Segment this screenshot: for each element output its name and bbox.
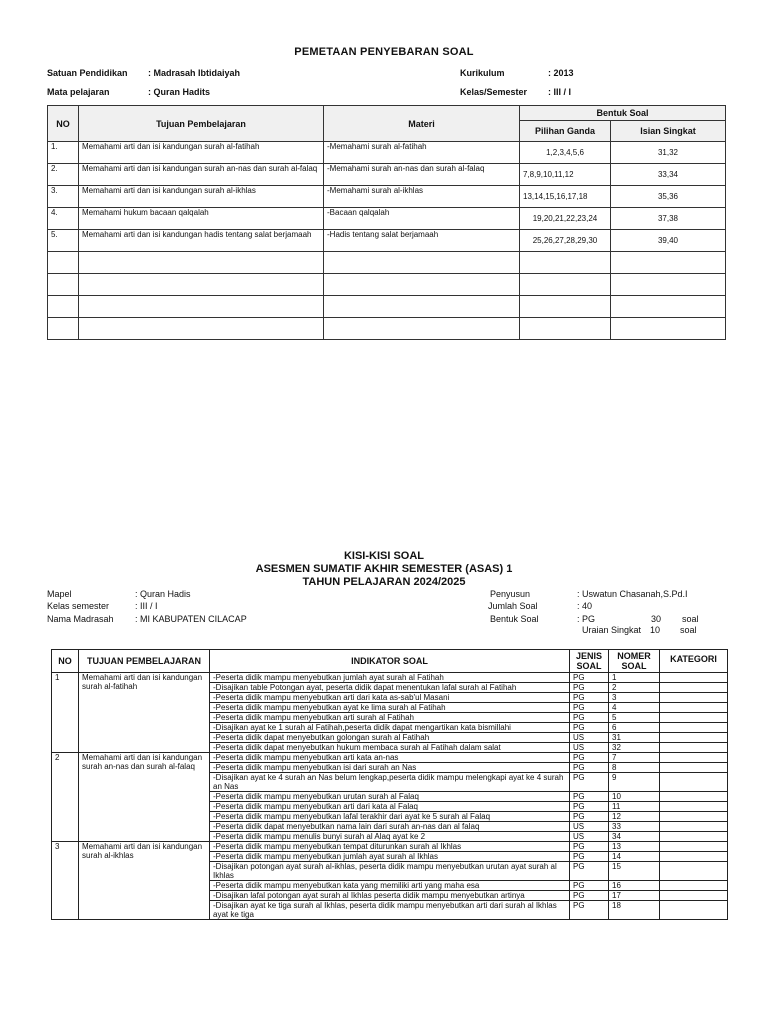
mapel-value: : Quran Hadits xyxy=(148,87,211,97)
nomer: 5 xyxy=(609,713,660,723)
row-no: 2. xyxy=(48,164,79,186)
jenis: PG xyxy=(570,693,609,703)
kategori xyxy=(660,713,728,723)
kategori xyxy=(660,862,728,881)
empty-row xyxy=(48,296,726,318)
col-kategori: KATEGORI xyxy=(660,650,728,673)
group-tujuan: Memahami arti dan isi kandungan surah al-fatihah xyxy=(79,673,210,753)
kategori xyxy=(660,881,728,891)
penyusun-label: Penyusun xyxy=(490,589,531,599)
row-materi: -Memahami surah al-ikhlas xyxy=(324,186,520,208)
kisi-year: TAHUN PELAJARAN 2024/2025 xyxy=(302,576,466,588)
table-row xyxy=(52,842,728,852)
indikator: -Peserta didik mampu menyebutkan tempat diturunkan surah al Ikhlas xyxy=(210,842,570,852)
nomer: 7 xyxy=(609,753,660,763)
indikator: -Peserta didik mampu menyebutkan ayat ke lima surah al Fatihah xyxy=(210,703,570,713)
kelas-label: Kelas/Semester xyxy=(460,87,528,97)
row-materi: -Memahami surah an-nas dan surah al-falaq xyxy=(324,164,520,186)
group-tujuan: Memahami arti dan isi kandungan surah an-nas dan surah al-falaq xyxy=(79,753,210,842)
jenis: US xyxy=(570,822,609,832)
group-tujuan: Memahami arti dan isi kandungan surah al-ikhlas xyxy=(79,842,210,920)
jumlah-soal-label: Jumlah Soal xyxy=(488,601,538,611)
indikator: -Peserta didik mampu menyebutkan arti kata an-nas xyxy=(210,753,570,763)
indikator: -Disajikan ayat ke 4 surah an Nas belum lengkap,peserta didik mampu melengkapi ayat ke 4 surah an Nas xyxy=(210,773,570,792)
indikator: -Peserta didik mampu menyebutkan arti dari kata as-sab'ul Masani xyxy=(210,693,570,703)
jenis: US xyxy=(570,743,609,753)
kategori xyxy=(660,743,728,753)
table-row xyxy=(48,164,726,186)
kisi-madrasah-value: : MI KABUPATEN CILACAP xyxy=(135,614,247,624)
row-tujuan: Memahami arti dan isi kandungan surah al-ikhlas xyxy=(79,186,324,208)
satuan-value: : Madrasah Ibtidaiyah xyxy=(148,68,241,78)
mapel-label: Mata pelajaran xyxy=(47,87,110,97)
jenis: PG xyxy=(570,812,609,822)
pemetaan-table xyxy=(47,105,726,340)
indikator: -Peserta didik mampu menyebutkan arti surah al Fatihah xyxy=(210,713,570,723)
col-no: NO xyxy=(48,106,79,142)
col-isian-singkat: Isian Singkat xyxy=(611,121,726,142)
nomer: 18 xyxy=(609,901,660,920)
indikator: -Peserta didik mampu menyebutkan jumlah ayat surah al Fatihah xyxy=(210,673,570,683)
table-row xyxy=(48,208,726,230)
table-row xyxy=(52,673,728,683)
kategori xyxy=(660,891,728,901)
nomer: 8 xyxy=(609,763,660,773)
indikator: -Peserta didik mampu menyebutkan isi dari surah an Nas xyxy=(210,763,570,773)
table-row xyxy=(48,230,726,252)
row-materi: -Bacaan qalqalah xyxy=(324,208,520,230)
kategori xyxy=(660,723,728,733)
nomer: 34 xyxy=(609,832,660,842)
row-isian: 37,38 xyxy=(611,208,726,230)
indikator: -Disajikan ayat ke tiga surah al Ikhlas, peserta didik mampu menyebutkan arti dari surah al Ikhlas ayat ke tiga xyxy=(210,901,570,920)
table-row xyxy=(48,186,726,208)
row-no: 4. xyxy=(48,208,79,230)
col-jenis: JENIS SOAL xyxy=(570,650,609,673)
indikator: -Peserta didik mampu menyebutkan lafal terakhir dari ayat ke 5 surah al Falaq xyxy=(210,812,570,822)
kategori xyxy=(660,842,728,852)
jenis: PG xyxy=(570,703,609,713)
uraian-count: 10 xyxy=(650,625,661,635)
jumlah-soal-value: : 40 xyxy=(577,601,593,611)
row-materi: -Hadis tentang salat berjamaah xyxy=(324,230,520,252)
row-isian: 31,32 xyxy=(611,142,726,164)
table-row xyxy=(48,142,726,164)
nomer: 9 xyxy=(609,773,660,792)
row-materi: -Memahami surah al-fatihah xyxy=(324,142,520,164)
indikator: -Peserta didik dapat menyebutkan nama lain dari surah an-nas dan al falaq xyxy=(210,822,570,832)
jenis: PG xyxy=(570,891,609,901)
indikator: -Peserta didik mampu menyebutkan jumlah ayat surah al Ikhlas xyxy=(210,852,570,862)
kisi-madrasah-label: Nama Madrasah xyxy=(47,614,114,624)
jenis: PG xyxy=(570,802,609,812)
nomer: 17 xyxy=(609,891,660,901)
kisi-mapel-label: Mapel xyxy=(47,589,72,599)
indikator: -Peserta didik mampu menulis bunyi surah al Alaq ayat ke 2 xyxy=(210,832,570,842)
indikator: -Peserta didik mampu menyebutkan arti dari kata al Falaq xyxy=(210,802,570,812)
nomer: 2 xyxy=(609,683,660,693)
indikator: -Disajikan table Potongan ayat, peserta didik dapat menentukan lafal surah al Fatihah xyxy=(210,683,570,693)
jenis: PG xyxy=(570,673,609,683)
col-tujuan: TUJUAN PEMBELAJARAN xyxy=(79,650,210,673)
kisi-subtitle: ASESMEN SUMATIF AKHIR SEMESTER (ASAS) 1 xyxy=(255,563,513,575)
kategori xyxy=(660,703,728,713)
jenis: US xyxy=(570,832,609,842)
row-isian: 33,34 xyxy=(611,164,726,186)
kategori xyxy=(660,673,728,683)
penyusun-value: : Uswatun Chasanah,S.Pd.I xyxy=(577,589,688,599)
nomer: 10 xyxy=(609,792,660,802)
kategori xyxy=(660,802,728,812)
jenis: PG xyxy=(570,753,609,763)
empty-row xyxy=(48,318,726,340)
indikator: -Disajikan ayat ke 1 surah al Fatihah,peserta didik dapat mengartikan kata bismillahi xyxy=(210,723,570,733)
kurikulum-value: : 2013 xyxy=(548,68,574,78)
jenis: PG xyxy=(570,862,609,881)
jenis: US xyxy=(570,733,609,743)
kategori xyxy=(660,901,728,920)
indikator: -Peserta didik dapat menyebutkan golongan surah al Fatihah xyxy=(210,733,570,743)
kategori xyxy=(660,683,728,693)
nomer: 6 xyxy=(609,723,660,733)
nomer: 32 xyxy=(609,743,660,753)
row-pg: 25,26,27,28,29,30 xyxy=(520,230,611,252)
jenis: PG xyxy=(570,773,609,792)
nomer: 16 xyxy=(609,881,660,891)
jenis: PG xyxy=(570,881,609,891)
jenis: PG xyxy=(570,792,609,802)
kategori xyxy=(660,852,728,862)
kisi-kelas-label: Kelas semester xyxy=(47,601,110,611)
row-no: 5. xyxy=(48,230,79,252)
nomer: 11 xyxy=(609,802,660,812)
kurikulum-label: Kurikulum xyxy=(460,68,505,78)
row-tujuan: Memahami arti dan isi kandungan surah al-fatihah xyxy=(79,142,324,164)
group-no: 2 xyxy=(52,753,79,842)
kategori xyxy=(660,792,728,802)
kategori xyxy=(660,763,728,773)
group-no: 3 xyxy=(52,842,79,920)
jenis: PG xyxy=(570,842,609,852)
row-tujuan: Memahami hukum bacaan qalqalah xyxy=(79,208,324,230)
row-no: 3. xyxy=(48,186,79,208)
kategori xyxy=(660,693,728,703)
row-isian: 39,40 xyxy=(611,230,726,252)
group-no: 1 xyxy=(52,673,79,753)
nomer: 12 xyxy=(609,812,660,822)
indikator: -Peserta didik mampu menyebutkan urutan surah al Falaq xyxy=(210,792,570,802)
bentuk-soal-label: Bentuk Soal xyxy=(490,614,539,624)
row-pg: 7,8,9,10,11,12 xyxy=(520,164,611,186)
nomer: 4 xyxy=(609,703,660,713)
nomer: 13 xyxy=(609,842,660,852)
row-pg: 1,2,3,4,5,6 xyxy=(520,142,611,164)
kategori xyxy=(660,733,728,743)
nomer: 1 xyxy=(609,673,660,683)
kategori xyxy=(660,773,728,792)
kisi-table xyxy=(51,649,728,920)
bentuk-pg-count: 30 xyxy=(651,614,662,624)
bentuk-pg-unit: soal xyxy=(682,614,699,624)
jenis: PG xyxy=(570,763,609,773)
col-materi: Materi xyxy=(324,106,520,142)
col-no: NO xyxy=(52,650,79,673)
pemetaan-title: PEMETAAN PENYEBARAN SOAL xyxy=(294,46,474,58)
empty-row xyxy=(48,252,726,274)
indikator: -Peserta didik dapat menyebutkan hukum membaca surah al Fatihah dalam salat xyxy=(210,743,570,753)
kelas-value: : III / I xyxy=(548,87,572,97)
jenis: PG xyxy=(570,852,609,862)
row-pg: 19,20,21,22,23,24 xyxy=(520,208,611,230)
row-tujuan: Memahami arti dan isi kandungan surah an-nas dan surah al-falaq xyxy=(79,164,324,186)
kategori xyxy=(660,822,728,832)
nomer: 31 xyxy=(609,733,660,743)
bentuk-pg: : PG xyxy=(577,614,596,624)
nomer: 14 xyxy=(609,852,660,862)
indikator: -Disajikan lafal potongan ayat surah al Ikhlas peserta didik mampu menyebutkan artinya xyxy=(210,891,570,901)
empty-row xyxy=(48,274,726,296)
row-isian: 35,36 xyxy=(611,186,726,208)
col-pilihan-ganda: Pilihan Ganda xyxy=(520,121,611,142)
row-pg: 13,14,15,16,17,18 xyxy=(520,186,611,208)
row-no: 1. xyxy=(48,142,79,164)
uraian-unit: soal xyxy=(680,625,697,635)
kisi-mapel-value: : Quran Hadis xyxy=(135,589,191,599)
uraian-label: Uraian Singkat xyxy=(582,625,642,635)
jenis: PG xyxy=(570,683,609,693)
indikator: -Disajikan potongan ayat surah al-ikhlas, peserta didik mampu menyebutkan urutan ayat surah al Ikhlas xyxy=(210,862,570,881)
col-nomer: NOMER SOAL xyxy=(609,650,660,673)
kisi-kelas-value: : III / I xyxy=(135,601,158,611)
indikator: -Peserta didik mampu menyebutkan kata yang memiliki arti yang maha esa xyxy=(210,881,570,891)
kategori xyxy=(660,832,728,842)
col-bentuk-soal: Bentuk Soal xyxy=(520,106,726,121)
jenis: PG xyxy=(570,901,609,920)
jenis: PG xyxy=(570,713,609,723)
kategori xyxy=(660,753,728,763)
col-tujuan: Tujuan Pembelajaran xyxy=(79,106,324,142)
row-tujuan: Memahami arti dan isi kandungan hadis tentang salat berjamaah xyxy=(79,230,324,252)
jenis: PG xyxy=(570,723,609,733)
satuan-label: Satuan Pendidikan xyxy=(47,68,128,78)
nomer: 15 xyxy=(609,862,660,881)
nomer: 33 xyxy=(609,822,660,832)
kategori xyxy=(660,812,728,822)
table-row xyxy=(52,753,728,763)
nomer: 3 xyxy=(609,693,660,703)
kisi-title: KISI-KISI SOAL xyxy=(343,550,425,562)
col-indikator: INDIKATOR SOAL xyxy=(210,650,570,673)
